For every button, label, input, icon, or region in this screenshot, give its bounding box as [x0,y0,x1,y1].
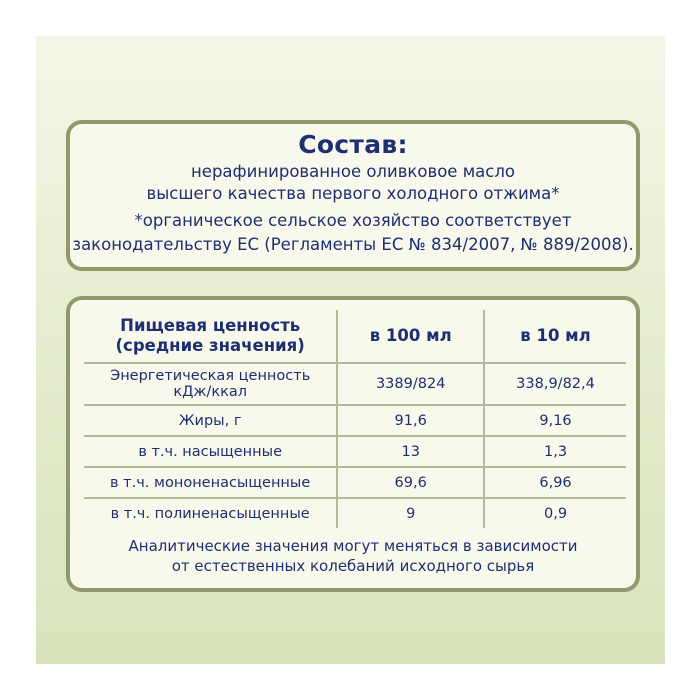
row-value-per10: 0,9 [484,498,626,528]
row-value-per100: 91,6 [337,405,484,436]
row-value-per100: 13 [337,436,484,467]
composition-line-1: нерафинированное оливковое масло [191,162,515,181]
row-value-per10: 9,16 [484,405,626,436]
row-label: в т.ч. насыщенные [84,436,337,467]
row-label: в т.ч. полиненасыщенные [84,498,337,528]
row-value-per10: 6,96 [484,467,626,498]
row-value-per100: 9 [337,498,484,528]
composition-title: Состав: [298,130,408,159]
nutrition-header-row [84,310,626,363]
header-per-10ml: в 10 мл [484,310,626,363]
table-row [84,363,626,405]
row-value-per100: 3389/824 [337,363,484,405]
row-value-per10: 1,3 [484,436,626,467]
composition-note-2: законодательству ЕС (Регламенты ЕС № 834/2007, № 889/2008). [72,235,634,254]
analytic-footnote [70,536,636,576]
header-col1-line2: (средние значения) [115,336,305,355]
header-nutrition-value [84,310,337,363]
composition-box [66,120,640,271]
row-label [84,363,337,405]
table-row [84,498,626,528]
table-row [84,436,626,467]
header-col1-line1: Пищевая ценность [120,316,301,335]
energy-label-line1: Энергетическая ценность [110,368,311,384]
row-label: Жиры, г [84,405,337,436]
composition-note-1: *органическое сельское хозяйство соответствует [134,211,572,230]
energy-label-line2: кДж/ккал [173,384,248,400]
row-label: в т.ч. мононенасыщенные [84,467,337,498]
row-value-per10: 338,9/82,4 [484,363,626,405]
nutrition-box [66,296,640,592]
composition-line-2: высшего качества первого холодного отжима* [146,184,560,203]
row-value-per100: 69,6 [337,467,484,498]
table-row [84,467,626,498]
header-per-100ml: в 100 мл [337,310,484,363]
footnote-line-1: Аналитические значения могут меняться в зависимости [128,537,578,555]
nutrition-table [84,310,626,528]
footnote-line-2: от естественных колебаний исходного сырья [171,557,535,575]
table-row [84,405,626,436]
